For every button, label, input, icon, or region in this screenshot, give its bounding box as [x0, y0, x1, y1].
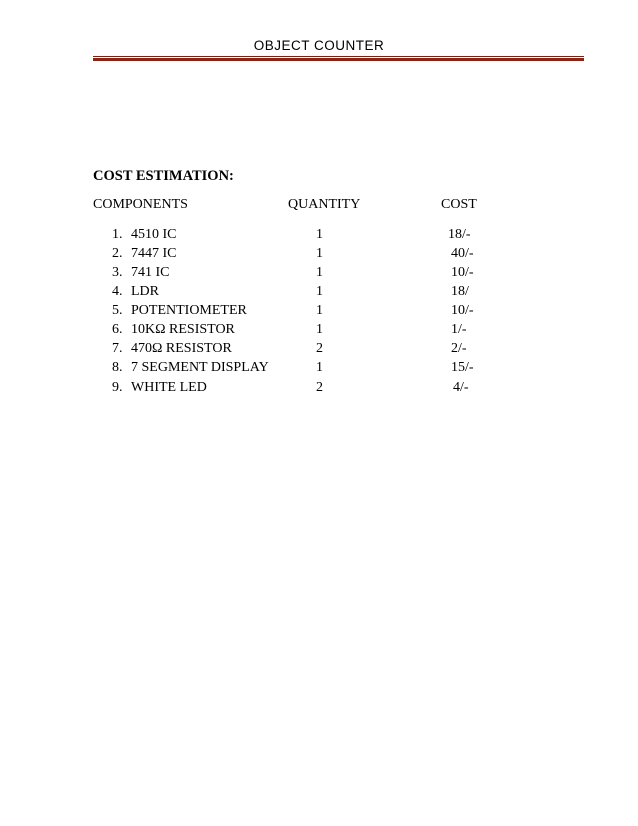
row-number: 5. — [112, 303, 123, 318]
column-header-quantity: QUANTITY — [288, 197, 361, 212]
component-name: 7447 IC — [131, 246, 177, 261]
table-row — [0, 322, 638, 341]
component-quantity: 2 — [316, 380, 323, 395]
component-name: 470Ω RESISTOR — [131, 341, 232, 356]
table-row — [0, 284, 638, 303]
component-quantity: 1 — [316, 303, 323, 318]
component-quantity: 1 — [316, 284, 323, 299]
component-cost: 40/- — [451, 246, 474, 261]
component-name: 741 IC — [131, 265, 170, 280]
table-row — [0, 246, 638, 265]
row-number: 2. — [112, 246, 123, 261]
row-number: 6. — [112, 322, 123, 337]
component-cost: 18/- — [448, 227, 471, 242]
component-quantity: 1 — [316, 360, 323, 375]
section-heading: COST ESTIMATION: — [93, 168, 234, 184]
table-row — [0, 341, 638, 360]
component-name: 7 SEGMENT DISPLAY — [131, 360, 269, 375]
table-row — [0, 227, 638, 246]
component-cost: 1/- — [451, 322, 467, 337]
component-quantity: 1 — [316, 227, 323, 242]
page-header-title: OBJECT COUNTER — [253, 38, 385, 53]
component-name: 4510 IC — [131, 227, 177, 242]
column-header-cost: COST — [441, 197, 477, 212]
component-name: POTENTIOMETER — [131, 303, 247, 318]
component-name: LDR — [131, 284, 159, 299]
table-row — [0, 360, 638, 379]
component-quantity: 1 — [316, 246, 323, 261]
header-rule-thick — [93, 58, 584, 61]
component-quantity: 2 — [316, 341, 323, 356]
table-row — [0, 380, 638, 399]
row-number: 3. — [112, 265, 123, 280]
row-number: 4. — [112, 284, 123, 299]
header-rule-thin — [93, 56, 584, 57]
component-cost: 18/ — [451, 284, 469, 299]
component-cost: 10/- — [451, 303, 474, 318]
component-name: WHITE LED — [131, 380, 207, 395]
table-row — [0, 303, 638, 322]
table-row — [0, 265, 638, 284]
component-cost: 15/- — [451, 360, 474, 375]
component-quantity: 1 — [316, 265, 323, 280]
row-number: 8. — [112, 360, 123, 375]
component-name: 10KΩ RESISTOR — [131, 322, 235, 337]
column-header-components: COMPONENTS — [93, 197, 188, 212]
component-cost: 4/- — [453, 380, 469, 395]
component-cost: 10/- — [451, 265, 474, 280]
row-number: 7. — [112, 341, 123, 356]
row-number: 9. — [112, 380, 123, 395]
component-cost: 2/- — [451, 341, 467, 356]
row-number: 1. — [112, 227, 123, 242]
component-quantity: 1 — [316, 322, 323, 337]
